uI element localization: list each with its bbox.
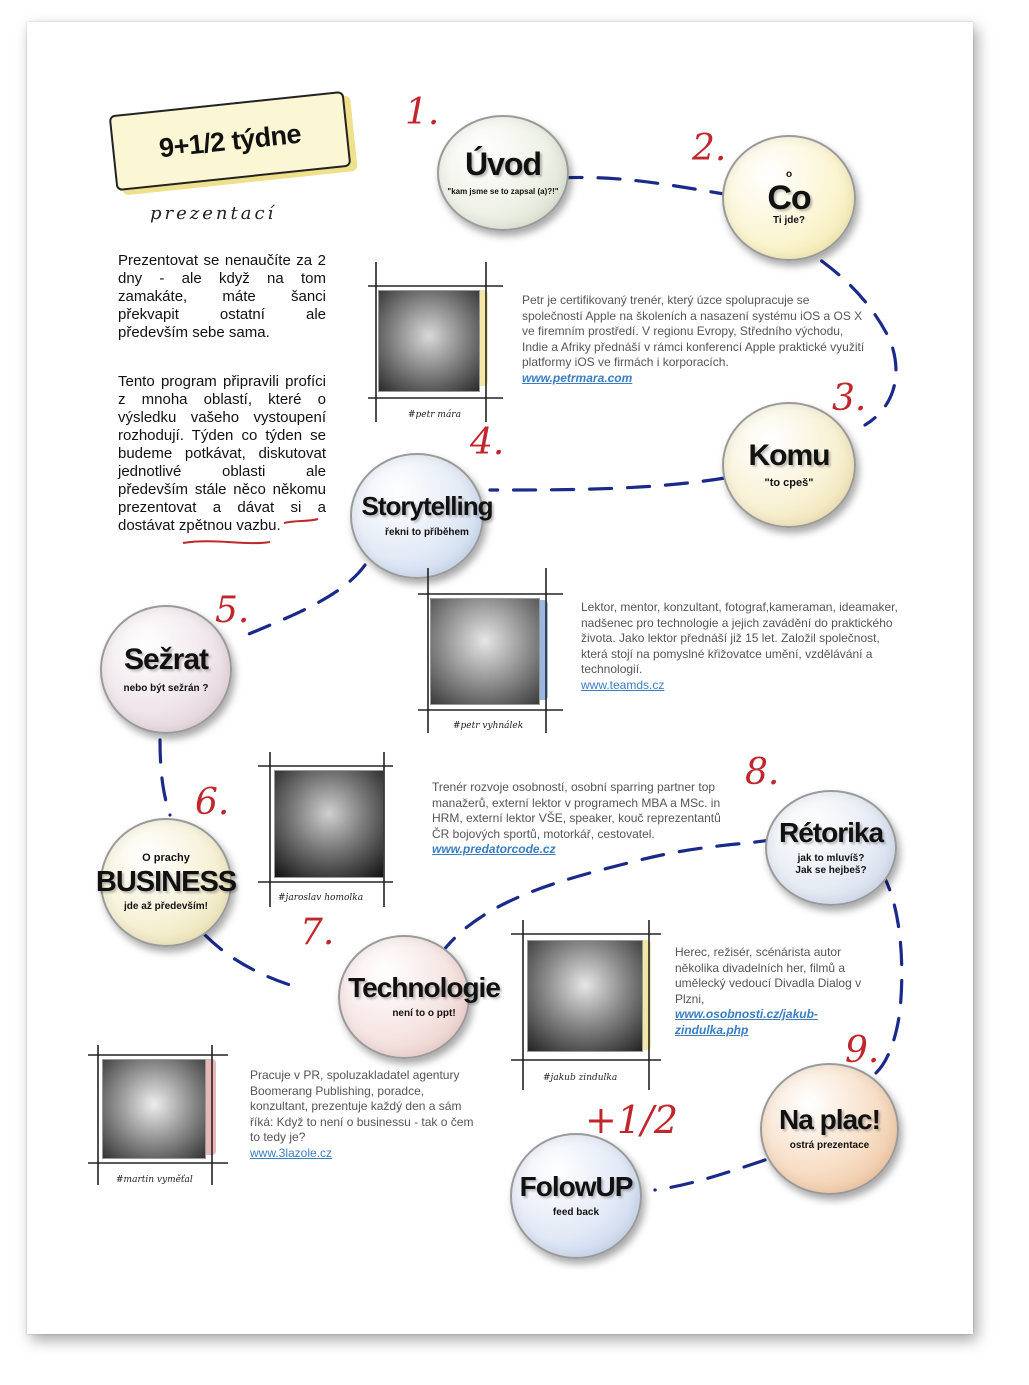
step-number-2: 2. <box>692 128 727 169</box>
step-sub-7: není to o ppt! <box>392 1008 456 1019</box>
link-martin-vymetal[interactable]: www.3lazole.cz <box>250 1145 333 1160</box>
step-sub-4: řekni to příběhem <box>385 527 469 538</box>
step-sub-3: "to cpeš" <box>764 477 814 489</box>
step-title-5: Sežrat <box>123 642 209 676</box>
page-subtitle: prezentací <box>150 203 277 224</box>
photo-frame-petr-mara <box>368 262 503 422</box>
bio-jakub-zindulka <box>675 945 885 1038</box>
step-title-8: Rétorika <box>778 817 884 848</box>
step-circle-9 <box>760 1063 899 1195</box>
caption-jakub-zindulka: #jakub zindulka <box>543 1073 618 1083</box>
step-sub-followup: feed back <box>552 1207 600 1218</box>
step-sub-1: "kam jsme se to zapsal (a)?!" <box>447 187 559 196</box>
bio-martin-vymetal <box>250 1068 485 1161</box>
step-title-7: Technologie <box>348 972 500 1003</box>
link-jakub-zindulka[interactable]: www.osobnosti.cz/jakub-zindulka.php <box>675 1007 818 1037</box>
photo-frame-martin-vymetal <box>88 1045 228 1185</box>
step-title-followup: FolowUP <box>519 1171 633 1202</box>
caption-martin-vymetal: #martin vyměťal <box>116 1175 193 1185</box>
step-sub-6: jde až především! <box>124 901 208 912</box>
step-circle-2 <box>722 135 856 261</box>
step-circle-8 <box>765 790 897 906</box>
frame-lines <box>258 752 393 907</box>
step-pre-2: o <box>785 169 793 180</box>
step-sub-9: ostrá prezentace <box>789 1140 870 1151</box>
step-number-6: 6. <box>195 782 230 823</box>
step-title-1: Úvod <box>465 146 541 182</box>
step-title-3: Komu <box>748 439 830 472</box>
link-petr-vyhnalek[interactable]: www.teamds.cz <box>581 677 665 692</box>
step-circle-7 <box>338 935 500 1059</box>
bio-text-jaroslav-homolka: Trenér rozvoje osobností, osobní sparring partner top manažerů, externí lektor v programech MBA a MSc. in HRM, externí lektor VŠE, speaker, kouč reprezentantů ČR bojových sportů, motorkář, cestovatel. <box>432 780 721 841</box>
caption-jaroslav-homolka: #jaroslav homolka <box>278 893 364 903</box>
step-title-4: Storytelling <box>361 491 493 521</box>
link-jaroslav-homolka[interactable]: www.predatorcode.cz <box>432 842 556 856</box>
bio-text-jakub-zindulka: Herec, režisér, scénárista autor několika divadelních her, filmů a umělecký vedoucí Divadla Dialog v Plzni, <box>675 945 862 1006</box>
step-title-2: Co <box>767 179 811 217</box>
intro-paragraph-1: Prezentovat se nenaučíte za 2 dny - ale když na tom zamakáte, máte šanci překvapit ostatní ale především sebe sama. <box>118 252 326 341</box>
frame-lines <box>418 568 563 733</box>
step-circle-1 <box>437 115 569 231</box>
step-number-8: 8. <box>745 752 780 793</box>
step-title-6: BUSINESS <box>95 866 237 898</box>
step-number-1: 1. <box>405 92 440 133</box>
step-circle-followup <box>510 1133 642 1259</box>
link-petr-mara[interactable]: www.petrmara.com <box>522 370 633 385</box>
step-number-followup: +1/2 <box>585 1098 678 1142</box>
step-circle-3 <box>722 402 856 528</box>
photo-frame-petr-vyhnalek <box>418 568 563 733</box>
step-title-9: Na plac! <box>779 1104 880 1135</box>
bio-text-petr-vyhnalek: Lektor, mentor, konzultant, fotograf,kameraman, ideamaker, nadšenec pro technologie a jejich zavádění do praktického života. Jako lektor přednáší již 15 let. Založil společnost, která stojí na pomyslné křižovatce umění, vzdělávání a technologií. <box>581 600 898 676</box>
step-sub-8: jak to mluvíš? Jak se hejbeš? <box>795 853 867 876</box>
bio-petr-vyhnalek <box>581 600 906 693</box>
step-number-4: 4. <box>470 422 505 463</box>
step-number-5: 5. <box>215 590 250 631</box>
bio-jaroslav-homolka <box>432 780 722 858</box>
intro-paragraph-2: Tento program připravili profíci z mnoha oblastí, které o výsledku vašeho vystoupení rozhodují. Týden co týden se budeme potkávat, diskutovat jednotlivé oblasti ale především stále něco někomu prezentovat a dávat si a dostávat zpětnou vazbu. <box>118 373 326 534</box>
page-title: 9+1/2 týdne <box>157 118 303 163</box>
caption-petr-vyhnalek: #petr vyhnálek <box>453 721 524 731</box>
frame-lines <box>368 262 503 422</box>
step-sub-2: Ti jde? <box>772 215 806 226</box>
caption-petr-mara: #petr mára <box>408 410 461 420</box>
bio-petr-mara <box>522 293 867 386</box>
step-circle-4 <box>350 453 493 579</box>
photo-frame-jakub-zindulka <box>511 920 661 1090</box>
step-pre-6: O prachy <box>142 852 190 864</box>
bio-text-petr-mara: Petr je certifikovaný trenér, který úzce spolupracuje se společností Apple na školeních a nasazení systému iOS a OS X ve firemním prostředí. V regionu Evropy, Středního východu, Indie a Afriky přednáší v rámci konferencí Apple praktické využití platformy iOS ve firmách i korporacích. <box>522 293 865 369</box>
bio-text-martin-vymetal: Pracuje v PR, spoluzakladatel agentury Boomerang Publishing, poradce, konzultant, prezentuje každý den a sám říká: Když to není o businessu - tak o čem to tedy je? <box>250 1068 474 1144</box>
step-circle-5 <box>100 605 232 734</box>
step-number-7: 7. <box>300 912 335 953</box>
frame-lines <box>88 1045 228 1185</box>
step-number-3: 3. <box>832 378 867 419</box>
step-number-9: 9. <box>845 1030 880 1071</box>
frame-lines <box>511 920 661 1090</box>
step-sub-5: nebo být sežrán ? <box>123 682 209 694</box>
step-circle-6 <box>95 818 237 947</box>
photo-frame-jaroslav-homolka <box>258 752 393 907</box>
